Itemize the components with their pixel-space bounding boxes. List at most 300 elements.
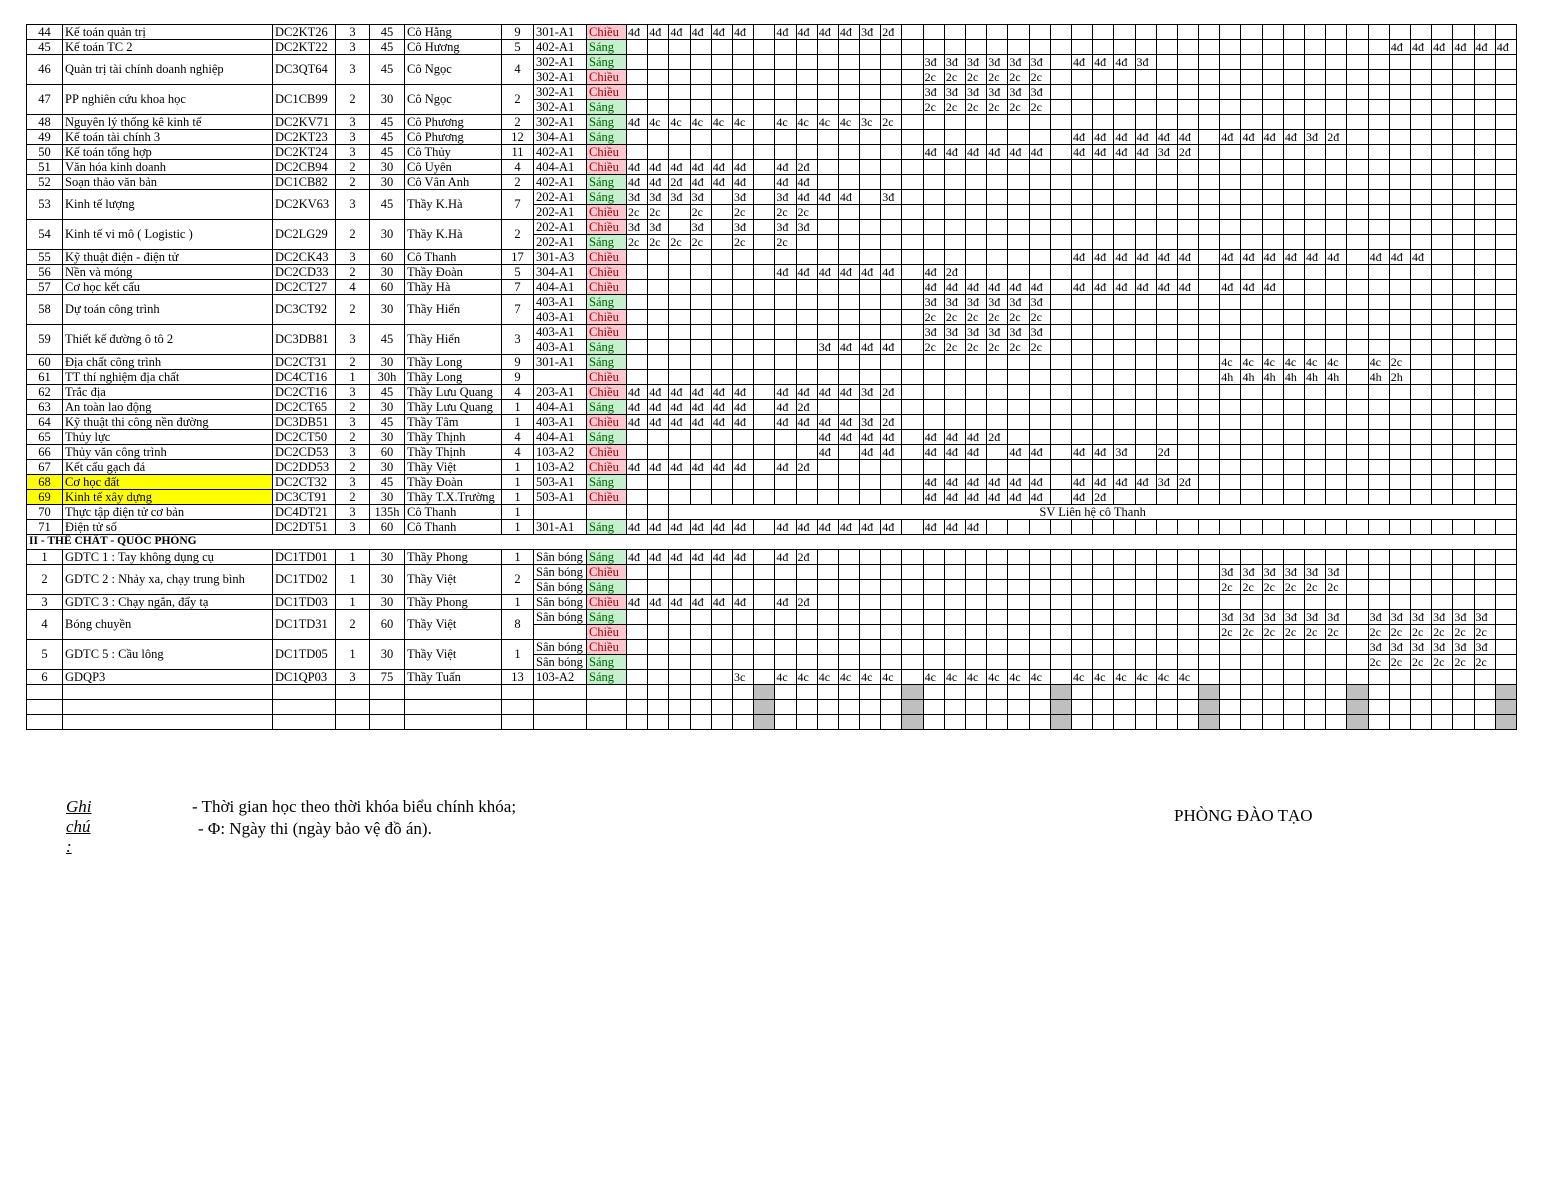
empty-week-cell <box>1220 190 1241 205</box>
empty-week-cell <box>1474 280 1495 295</box>
empty-week-cell <box>754 235 775 250</box>
empty-week-cell <box>1432 295 1453 310</box>
empty-week-cell <box>1029 430 1050 445</box>
empty-week-cell <box>987 370 1008 385</box>
blank-cell <box>1177 685 1198 700</box>
empty-week-cell <box>1071 370 1092 385</box>
subject-code-cell: DC1TD03 <box>273 595 336 610</box>
empty-week-cell <box>711 325 732 340</box>
empty-week-cell <box>1241 310 1262 325</box>
week-cell: 4đ <box>690 25 711 40</box>
week-cell: 2c <box>987 100 1008 115</box>
subject-name-cell: Kế toán tổng hợp <box>63 145 273 160</box>
empty-week-cell <box>1029 175 1050 190</box>
empty-week-cell <box>796 565 817 580</box>
week-cell: 3đ <box>881 190 902 205</box>
credits-cell: 3 <box>336 250 370 265</box>
empty-week-cell <box>754 370 775 385</box>
empty-week-cell <box>1389 475 1410 490</box>
room-cell: 503-A1 <box>534 490 587 505</box>
empty-week-cell <box>669 250 690 265</box>
empty-week-cell <box>669 220 690 235</box>
blank-cell <box>27 700 63 715</box>
week-cell: 4đ <box>881 430 902 445</box>
empty-week-cell <box>1177 445 1198 460</box>
empty-week-cell <box>987 415 1008 430</box>
empty-week-cell <box>1029 190 1050 205</box>
shift-cell: Chiều <box>587 625 627 640</box>
empty-week-cell <box>1071 385 1092 400</box>
empty-week-cell <box>1156 400 1177 415</box>
empty-week-cell <box>1389 430 1410 445</box>
empty-week-cell <box>1199 370 1220 385</box>
stt-cell: 65 <box>27 430 63 445</box>
week-cell: 2đ <box>796 400 817 415</box>
empty-week-cell <box>1050 595 1071 610</box>
empty-week-cell <box>1410 595 1431 610</box>
empty-week-cell <box>1008 205 1029 220</box>
room-cell: 403-A1 <box>534 415 587 430</box>
empty-week-cell <box>648 625 669 640</box>
hours-cell: 45 <box>370 190 405 220</box>
empty-week-cell <box>817 595 838 610</box>
credits-cell: 2 <box>336 175 370 190</box>
empty-week-cell <box>1156 610 1177 625</box>
empty-week-cell <box>1262 430 1283 445</box>
empty-week-cell <box>690 145 711 160</box>
week-cell: 4đ <box>1156 280 1177 295</box>
empty-week-cell <box>1410 145 1431 160</box>
week-cell: 4đ <box>881 445 902 460</box>
empty-week-cell <box>732 625 753 640</box>
blank-cell <box>1326 715 1347 730</box>
empty-week-cell <box>1220 295 1241 310</box>
empty-week-cell <box>966 580 987 595</box>
subject-code-cell: DC1TD05 <box>273 640 336 670</box>
blank-cell <box>732 700 753 715</box>
empty-week-cell <box>987 460 1008 475</box>
empty-week-cell <box>1093 655 1114 670</box>
empty-week-cell <box>775 325 796 340</box>
empty-week-cell <box>1093 310 1114 325</box>
week-cell: 4h <box>1326 370 1347 385</box>
empty-week-cell <box>1305 655 1326 670</box>
empty-week-cell <box>1283 460 1304 475</box>
empty-week-cell <box>1029 205 1050 220</box>
empty-week-cell <box>669 580 690 595</box>
empty-week-cell <box>1177 385 1198 400</box>
empty-week-cell <box>1368 85 1389 100</box>
empty-week-cell <box>1389 100 1410 115</box>
table-row <box>27 55 1517 70</box>
empty-week-cell <box>1432 355 1453 370</box>
empty-week-cell <box>1368 280 1389 295</box>
empty-week-cell <box>1347 640 1368 655</box>
blank-cell <box>944 685 965 700</box>
blank-cell <box>370 715 405 730</box>
week-cell: 4đ <box>627 520 648 535</box>
week-cell: 4đ <box>1114 250 1135 265</box>
empty-week-cell <box>1008 130 1029 145</box>
week-cell: 2đ <box>796 460 817 475</box>
empty-week-cell <box>1071 415 1092 430</box>
empty-week-cell <box>817 490 838 505</box>
empty-week-cell <box>987 445 1008 460</box>
empty-week-cell <box>648 490 669 505</box>
week-cell: 3đ <box>690 220 711 235</box>
note-line-2: - Φ: Ngày thi (ngày bảo vệ đồ án). <box>198 819 432 838</box>
empty-week-cell <box>1135 220 1156 235</box>
empty-week-cell <box>648 655 669 670</box>
hours-cell: 30 <box>370 460 405 475</box>
week-cell: 3đ <box>1008 85 1029 100</box>
stt-cell: 56 <box>27 265 63 280</box>
empty-week-cell <box>1495 325 1516 340</box>
stt-cell: 4 <box>27 610 63 640</box>
blank-cell <box>1008 715 1029 730</box>
empty-week-cell <box>902 70 923 85</box>
empty-week-cell <box>669 490 690 505</box>
subject-name-cell: Trắc địa <box>63 385 273 400</box>
empty-week-cell <box>1029 520 1050 535</box>
empty-week-cell <box>754 430 775 445</box>
empty-week-cell <box>627 310 648 325</box>
empty-week-cell <box>648 355 669 370</box>
week-cell: 4đ <box>775 550 796 565</box>
empty-week-cell <box>1029 160 1050 175</box>
week-cell: 4c <box>1305 355 1326 370</box>
week-cell: 4đ <box>732 385 753 400</box>
teacher-cell: Thầy Hà <box>405 280 502 295</box>
empty-week-cell <box>1347 340 1368 355</box>
table-row <box>27 355 1517 370</box>
subject-code-cell: DC2CT31 <box>273 355 336 370</box>
empty-week-cell <box>966 385 987 400</box>
week-cell: 2c <box>1368 655 1389 670</box>
empty-week-cell <box>1495 100 1516 115</box>
class-size-cell: 1 <box>502 460 534 475</box>
hours-cell: 30 <box>370 550 405 565</box>
empty-week-cell <box>902 565 923 580</box>
table-row <box>27 295 1517 310</box>
subject-name-cell: GDQP3 <box>63 670 273 685</box>
empty-week-cell <box>1093 580 1114 595</box>
empty-week-cell <box>817 475 838 490</box>
empty-week-cell <box>1410 235 1431 250</box>
subject-code-cell: DC1QP03 <box>273 670 336 685</box>
empty-week-cell <box>669 565 690 580</box>
teacher-cell: Thầy Việt <box>405 565 502 595</box>
empty-week-cell <box>987 235 1008 250</box>
blank-cell <box>1347 685 1368 700</box>
empty-week-cell <box>1050 400 1071 415</box>
empty-week-cell <box>754 580 775 595</box>
shift-cell: Sáng <box>587 130 627 145</box>
empty-week-cell <box>669 430 690 445</box>
subject-name-cell: Văn hóa kinh doanh <box>63 160 273 175</box>
week-cell: 4c <box>669 115 690 130</box>
empty-week-cell <box>1029 130 1050 145</box>
empty-week-cell <box>838 100 859 115</box>
empty-week-cell <box>690 250 711 265</box>
empty-week-cell <box>1453 205 1474 220</box>
week-cell: 3đ <box>923 325 944 340</box>
empty-week-cell <box>1071 235 1092 250</box>
section-header-row <box>27 535 1517 550</box>
empty-week-cell <box>838 280 859 295</box>
blank-cell <box>669 715 690 730</box>
table-row <box>27 280 1517 295</box>
empty-week-cell <box>1156 175 1177 190</box>
week-cell: 2đ <box>669 175 690 190</box>
empty-week-cell <box>1114 640 1135 655</box>
empty-week-cell <box>1199 250 1220 265</box>
empty-week-cell <box>1177 325 1198 340</box>
empty-week-cell <box>1453 460 1474 475</box>
week-cell: 3đ <box>1410 610 1431 625</box>
week-cell: 2c <box>648 205 669 220</box>
empty-week-cell <box>775 85 796 100</box>
empty-week-cell <box>1432 370 1453 385</box>
empty-week-cell <box>1283 220 1304 235</box>
class-size-cell: 12 <box>502 130 534 145</box>
empty-week-cell <box>1432 160 1453 175</box>
blank-cell <box>648 700 669 715</box>
empty-week-cell <box>1177 295 1198 310</box>
empty-week-cell <box>1283 295 1304 310</box>
week-cell: 4đ <box>838 520 859 535</box>
blank-cell <box>1093 700 1114 715</box>
empty-week-cell <box>1199 40 1220 55</box>
week-cell: 4đ <box>966 445 987 460</box>
stt-cell: 62 <box>27 385 63 400</box>
empty-week-cell <box>1283 280 1304 295</box>
empty-week-cell <box>732 610 753 625</box>
blank-cell <box>27 715 63 730</box>
table-row <box>27 385 1517 400</box>
week-cell: 4c <box>1135 670 1156 685</box>
empty-week-cell <box>1050 625 1071 640</box>
empty-week-cell <box>860 355 881 370</box>
empty-week-cell <box>1347 280 1368 295</box>
empty-week-cell <box>838 310 859 325</box>
empty-week-cell <box>1410 55 1431 70</box>
empty-week-cell <box>1135 175 1156 190</box>
empty-week-cell <box>838 175 859 190</box>
empty-week-cell <box>1368 415 1389 430</box>
week-cell: 4đ <box>711 400 732 415</box>
week-cell: 4đ <box>648 160 669 175</box>
week-cell: 2c <box>732 235 753 250</box>
empty-week-cell <box>1220 490 1241 505</box>
empty-week-cell <box>1241 340 1262 355</box>
empty-week-cell <box>1262 25 1283 40</box>
empty-week-cell <box>1050 370 1071 385</box>
empty-week-cell <box>1114 160 1135 175</box>
empty-week-cell <box>1156 220 1177 235</box>
empty-week-cell <box>669 40 690 55</box>
class-size-cell: 1 <box>502 520 534 535</box>
week-cell: 4c <box>732 115 753 130</box>
week-cell: 4đ <box>1177 250 1198 265</box>
credits-cell: 2 <box>336 460 370 475</box>
empty-week-cell <box>754 400 775 415</box>
blank-cell <box>987 700 1008 715</box>
empty-week-cell <box>1453 445 1474 460</box>
empty-week-cell <box>648 40 669 55</box>
week-cell: 2c <box>987 340 1008 355</box>
empty-week-cell <box>1432 205 1453 220</box>
week-cell: 3đ <box>944 325 965 340</box>
blank-cell <box>648 715 669 730</box>
teacher-cell: Thầy Việt <box>405 460 502 475</box>
room-cell: 402-A1 <box>534 40 587 55</box>
blank-cell <box>669 685 690 700</box>
empty-week-cell <box>1008 160 1029 175</box>
empty-week-cell <box>838 85 859 100</box>
room-cell: 404-A1 <box>534 280 587 295</box>
shift-cell: Chiều <box>587 220 627 235</box>
empty-week-cell <box>881 595 902 610</box>
empty-week-cell <box>1177 490 1198 505</box>
empty-week-cell <box>881 565 902 580</box>
empty-week-cell <box>1156 655 1177 670</box>
empty-week-cell <box>966 25 987 40</box>
empty-week-cell <box>1283 670 1304 685</box>
empty-week-cell <box>1220 325 1241 340</box>
week-cell: 4đ <box>881 340 902 355</box>
empty-week-cell <box>944 175 965 190</box>
empty-week-cell <box>1177 190 1198 205</box>
week-cell: 4đ <box>1241 130 1262 145</box>
empty-week-cell <box>711 205 732 220</box>
empty-week-cell <box>1093 85 1114 100</box>
empty-week-cell <box>754 415 775 430</box>
empty-week-cell <box>987 250 1008 265</box>
week-cell: 4đ <box>944 490 965 505</box>
shift-cell: Chiều <box>587 445 627 460</box>
hours-cell: 60 <box>370 445 405 460</box>
empty-week-cell <box>817 565 838 580</box>
room-cell: 403-A1 <box>534 340 587 355</box>
subject-name-cell: TT thí nghiệm địa chất <box>63 370 273 385</box>
empty-week-cell <box>711 370 732 385</box>
week-cell: 2c <box>944 340 965 355</box>
week-cell: 4đ <box>1071 445 1092 460</box>
empty-week-cell <box>648 55 669 70</box>
empty-week-cell <box>690 565 711 580</box>
empty-week-cell <box>1368 175 1389 190</box>
empty-week-cell <box>1368 310 1389 325</box>
subject-code-cell: DC2CT65 <box>273 400 336 415</box>
empty-week-cell <box>1241 595 1262 610</box>
week-cell: 4đ <box>1389 250 1410 265</box>
empty-week-cell <box>627 625 648 640</box>
empty-week-cell <box>1474 250 1495 265</box>
empty-week-cell <box>1071 565 1092 580</box>
room-cell: 103-A2 <box>534 670 587 685</box>
table-row <box>27 670 1517 685</box>
empty-week-cell <box>1347 40 1368 55</box>
empty-week-cell <box>754 595 775 610</box>
subject-code-cell: DC2CT32 <box>273 475 336 490</box>
subject-code-cell: DC1CB82 <box>273 175 336 190</box>
blank-cell <box>336 715 370 730</box>
empty-week-cell <box>1347 370 1368 385</box>
empty-week-cell <box>796 100 817 115</box>
empty-week-cell <box>1156 460 1177 475</box>
empty-week-cell <box>881 355 902 370</box>
empty-week-cell <box>1410 340 1431 355</box>
week-cell: 4đ <box>838 430 859 445</box>
empty-week-cell <box>690 310 711 325</box>
empty-week-cell <box>648 475 669 490</box>
empty-week-cell <box>796 235 817 250</box>
empty-week-cell <box>838 145 859 160</box>
empty-week-cell <box>669 295 690 310</box>
empty-week-cell <box>1199 115 1220 130</box>
empty-week-cell <box>923 25 944 40</box>
blank-cell <box>860 700 881 715</box>
empty-week-cell <box>881 55 902 70</box>
shift-cell: Sáng <box>587 400 627 415</box>
empty-week-cell <box>796 85 817 100</box>
week-cell: 4đ <box>1114 475 1135 490</box>
empty-week-cell <box>1050 235 1071 250</box>
empty-week-cell <box>1071 100 1092 115</box>
credits-cell: 3 <box>336 190 370 220</box>
empty-week-cell <box>817 550 838 565</box>
week-cell: 2c <box>966 100 987 115</box>
empty-week-cell <box>669 610 690 625</box>
empty-week-cell <box>1135 640 1156 655</box>
empty-week-cell <box>754 250 775 265</box>
blank-cell <box>1135 715 1156 730</box>
empty-week-cell <box>711 670 732 685</box>
empty-week-cell <box>1474 85 1495 100</box>
blank-cell <box>1114 700 1135 715</box>
room-cell: 304-A1 <box>534 130 587 145</box>
empty-week-cell <box>1050 415 1071 430</box>
week-cell: 4đ <box>690 160 711 175</box>
empty-week-cell <box>1135 295 1156 310</box>
week-cell: 4đ <box>1432 40 1453 55</box>
empty-week-cell <box>1071 400 1092 415</box>
empty-week-cell <box>648 370 669 385</box>
week-cell: 3đ <box>1114 445 1135 460</box>
empty-week-cell <box>1410 580 1431 595</box>
week-cell: 3đ <box>732 220 753 235</box>
empty-week-cell <box>1305 115 1326 130</box>
empty-week-cell <box>1495 145 1516 160</box>
week-cell: 4đ <box>1410 250 1431 265</box>
week-cell: 4c <box>1008 670 1029 685</box>
week-cell: 2c <box>1453 625 1474 640</box>
empty-week-cell <box>902 340 923 355</box>
empty-week-cell <box>1199 490 1220 505</box>
blank-cell <box>987 685 1008 700</box>
week-cell: 4đ <box>796 415 817 430</box>
empty-week-cell <box>775 625 796 640</box>
week-cell: 4đ <box>966 145 987 160</box>
week-cell: 4đ <box>1326 250 1347 265</box>
empty-week-cell <box>1495 280 1516 295</box>
empty-week-cell <box>1177 160 1198 175</box>
empty-week-cell <box>838 445 859 460</box>
empty-week-cell <box>1432 415 1453 430</box>
stt-cell: 63 <box>27 400 63 415</box>
week-cell: 4đ <box>1093 475 1114 490</box>
